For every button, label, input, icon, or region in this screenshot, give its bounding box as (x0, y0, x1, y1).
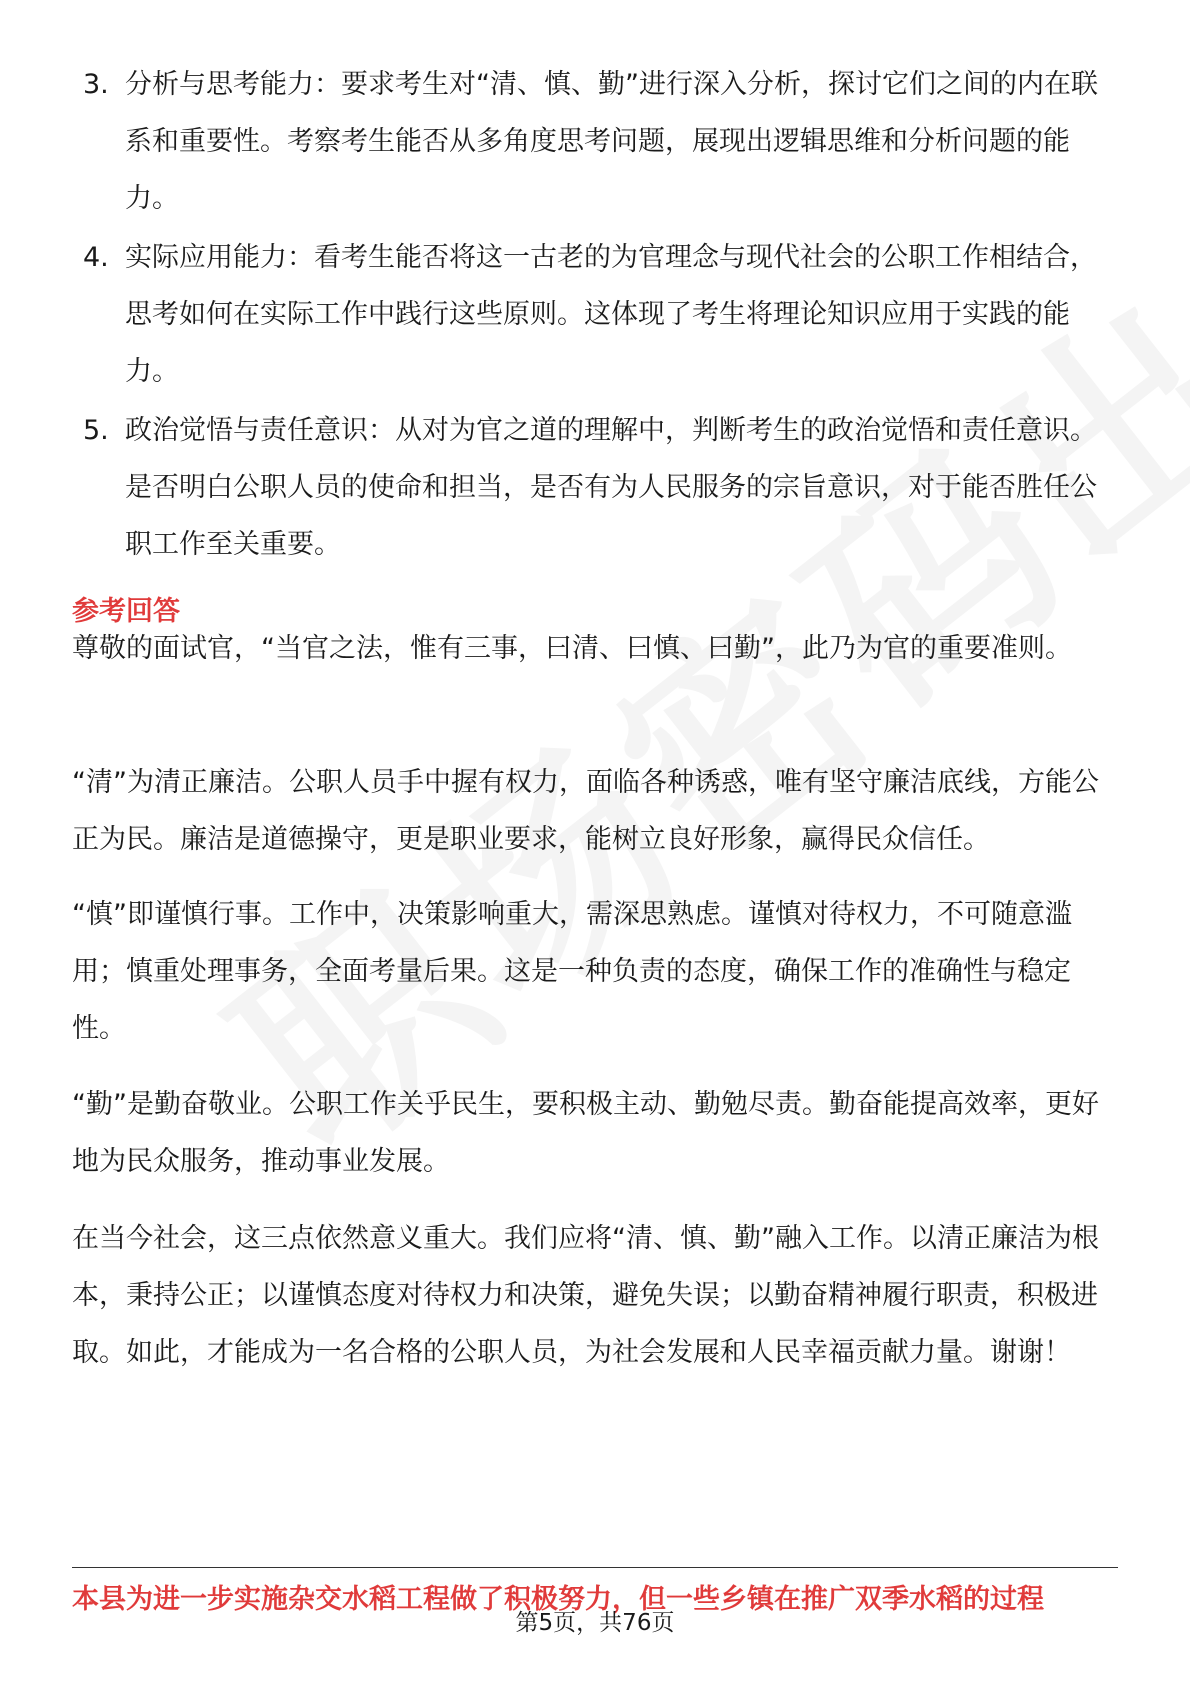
criteria-text: 分析与思考能力：要求考生对“清、慎、勤”进行深入分析，探讨它们之间的内在联系和重要性。考察考生能否从多角度思考问题，展现出逻辑思维和分析问题的能力。 (125, 69, 1098, 214)
answer-paragraph: 在当今社会，这三点依然意义重大。我们应将“清、慎、勤”融入工作。以清正廉洁为根本，秉持公正；以谨慎态度对待权力和决策，避免失误；以勤奋精神履行职责，积极进取。如此，才能成为一名合格的公职人员，为社会发展和人民幸福贡献力量。谢谢！ (72, 1223, 1099, 1368)
criteria-number: 4. (83, 242, 109, 273)
answer-paragraph: “勤”是勤奋敬业。公职工作关乎民生，要积极主动、勤勉尽责。勤奋能提高效率，更好地为民众服务，推动事业发展。 (72, 1089, 1099, 1177)
criteria-item (72, 56, 1122, 227)
page-number: 第5页，共76页 (515, 1610, 675, 1636)
criteria-text: 政治觉悟与责任意识：从对为官之道的理解中，判断考生的政治觉悟和责任意识。是否明白公职人员的使命和担当，是否有为人民服务的宗旨意识，对于能否胜任公职工作至关重要。 (125, 415, 1097, 560)
criteria-number: 3. (83, 69, 109, 100)
answer-paragraph: “慎”即谨慎行事。工作中，决策影响重大，需深思熟虑。谨慎对待权力，不可随意滥用；慎重处理事务，全面考量后果。这是一种负责的态度，确保工作的准确性与稳定性。 (72, 899, 1072, 1044)
criteria-item (72, 402, 1122, 573)
criteria-number: 5. (83, 415, 109, 446)
footer-ad-text: 本县为进一步实施杂交水稻工程做了积极努力，但一些乡镇在推广双季水稻的过程 (72, 1584, 1044, 1615)
answer-paragraph: 尊敬的面试官，“当官之法，惟有三事，曰清、曰慎、曰勤”，此乃为官的重要准则。 (72, 633, 1072, 664)
section-title: 参考回答 (72, 596, 180, 627)
criteria-text: 实际应用能力：看考生能否将这一古老的为官理念与现代社会的公职工作相结合，思考如何在实际工作中践行这些原则。这体现了考生将理论知识应用于实践的能力。 (125, 242, 1097, 387)
answer-paragraph: “清”为清正廉洁。公职人员手中握有权力，面临各种诱惑，唯有坚守廉洁底线，方能公正为民。廉洁是道德操守，更是职业要求，能树立良好形象，赢得民众信任。 (72, 767, 1099, 855)
criteria-item (72, 229, 1122, 400)
criteria-list (72, 56, 1122, 575)
footer-divider (72, 1567, 1118, 1568)
